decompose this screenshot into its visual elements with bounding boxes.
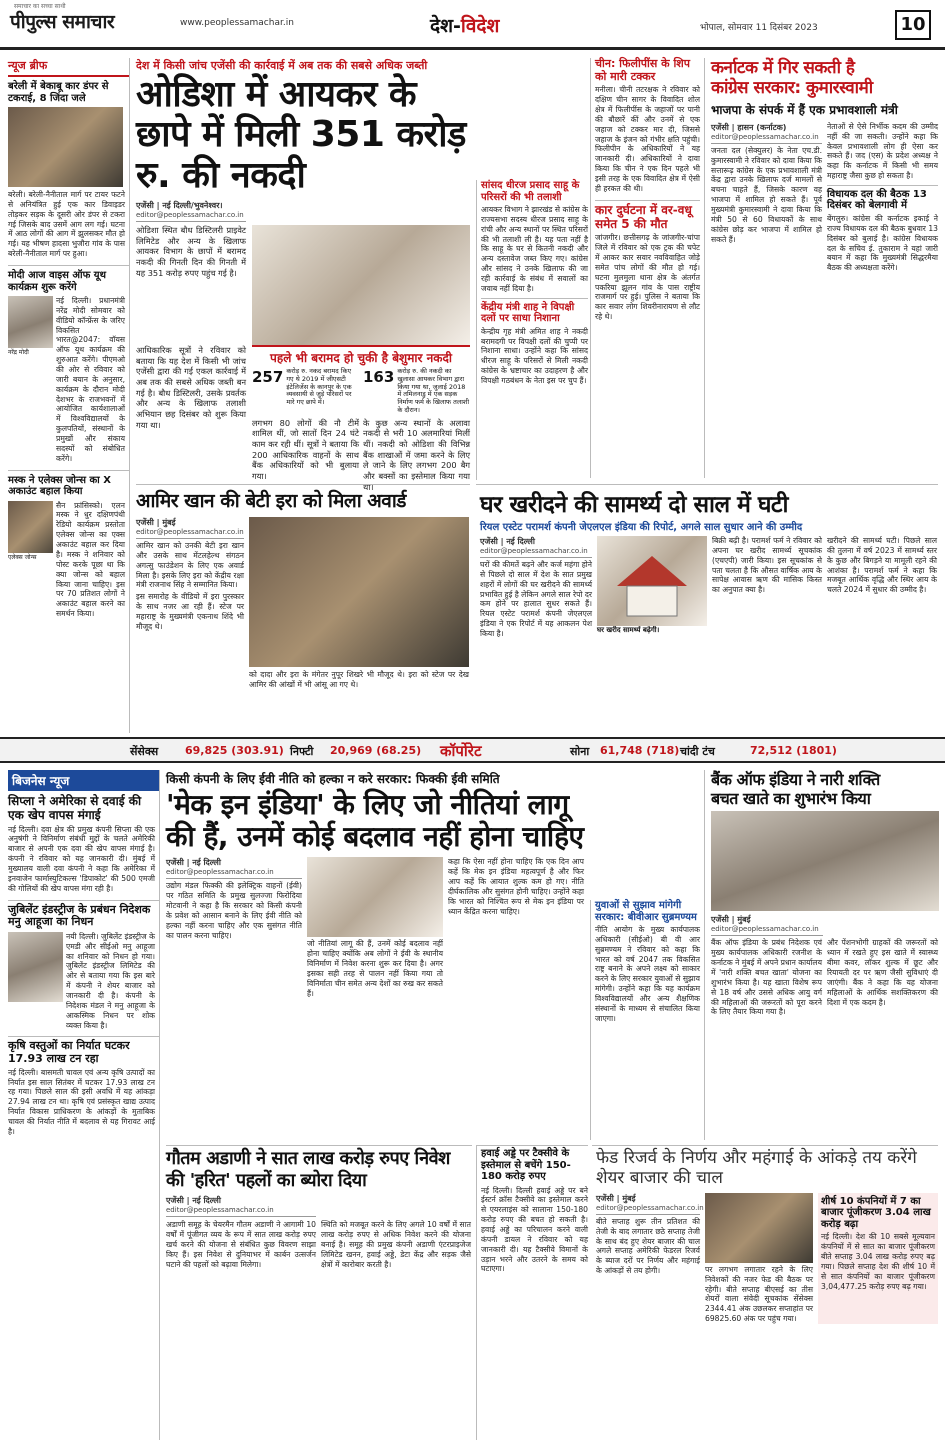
brief1-photo <box>8 107 123 187</box>
business1-title: सिप्ला ने अमेरिका से दवाई की एक खेप वापस मंगाई <box>8 794 142 822</box>
karnataka-body2: नेताओं से ऐसे निर्भीक कदम की उम्मीद नहीं की जा सकती। उन्होंने कहा कि केवल प्रभावशाली लोग ही ऐसा कर सकते हैं। जद (एस) के प्रदेश अध्यक्ष ने कहा कि कर्नाटक में किसी भी समय महाराष्ट्र जैसा कुछ हो सकता है। <box>827 121 938 181</box>
silver-value: 72,512 (1801) <box>750 744 837 757</box>
odisha-email[interactable]: editor@peoplessamachar.co.in <box>136 211 246 222</box>
accident-title: कार दुर्घटना में वर-वधू समेत 5 की मौत <box>595 200 700 232</box>
fed-body1: बीते सप्ताह शुरू तीन प्रतिशत की तेजी के बाद लगातार छठे सप्ताह तेजी के साथ बंद हुए शेयर बाजार की चाल अगले सप्ताह अमेरिकी फेडरल रिजर्व के ब्याज दरों पर निर्णय और महंगाई के आंकड़ों से तय होगी। <box>596 1216 700 1276</box>
business3-body: नई दिल्ली। बासमती चावल एवं अन्य कृषि उत्पादों का निर्यात इस साल सितंबर में घटकर 17.93 लाख टन रह गया। पिछले साल की इसी अवधि में यह आंकड़ा 27.94 लाख टन था। कृषि एवं प्रसंस्कृत खाद्य उत्पाद निर्यात विकास प्राधिकरण के आंकड़ों के मुताबिक चावल की निर्यात नीति में बदलाव से यह गिरावट आई है। <box>8 1067 155 1136</box>
ficci-email[interactable]: editor@peoplessamachar.co.in <box>166 868 302 879</box>
boi-body1: बैंक ऑफ इंडिया के प्रबंध निदेशक एवं मुख्य कार्यपालक अधिकारी रजनीश के कर्नाटक ने मुंबई में अपने प्रधान कार्यालय में 'नारी शक्ति बचत खाता' योजना का शुभारंभ किया है। यह खाता विशेष रूप से 18 वर्ष और उससे अधिक आयु वर्ग की महिलाओं की जरूरतों को पूरा करने के लिए तैयार किया गया है। <box>711 938 822 1017</box>
accident-body: जांजगीर। छत्तीसगढ़ के जांजगीर-चांपा जिले में रविवार को एक ट्रक की चपेट में आकर कार सवार नवविवाहित जोड़े समेत पांच लोगों की मौत हो गई। घटना मुलमुला थाना क्षेत्र के अंतर्गत पकरिया झूलन गांव के पास राष्ट्रीय राजमार्ग पर हुई। पुलिस ने बताया कि कार सवार लोग शिवरीनारायण से लौट रहे थे। <box>595 233 700 322</box>
sensex-value: 69,825 (303.91) <box>185 744 284 757</box>
housing-email[interactable]: editor@peoplessamachar.co.in <box>480 547 592 558</box>
adani-email[interactable]: editor@peoplessamachar.co.in <box>166 1206 316 1217</box>
karnataka-sub-body: बेंगलुरु। कांग्रेस की कर्नाटक इकाई ने राज्य विधायक दल की बैठक बुधवार 13 दिसंबर को बुलाई है। कांग्रेस विधायक दल के सचिव ई. तुकाराम ने यहां जारी बयान में कहा कि मुख्यमंत्री सिद्धरमैया बैठक की अध्यक्षता करेंगे। <box>827 213 938 273</box>
adani-body2: स्थिति को मजबूत करने के लिए अगले 10 वर्षों में सात लाख करोड़ रुपए से अधिक निवेश करने की योजना बनाई है। समूह की प्रमुख कंपनी अडाणी एंटरप्राइजेज लिमिटेड खनन, हवाई अड्डे, डेटा केंद्र और सड़क जैसे क्षेत्रों में कारोबार करती है। <box>321 1220 471 1269</box>
fed-story <box>592 1145 938 1440</box>
aamir-email[interactable]: editor@peoplessamachar.co.in <box>136 528 244 539</box>
brief1-title: बरेली में बेकाबू कार डंपर से टकराई, 8 जिंदा जले <box>8 81 109 104</box>
market-photo <box>705 1193 813 1263</box>
shah-title: केंद्रीय मंत्री शाह ने विपक्षी दलों पर साधा निशाना <box>481 298 588 325</box>
aamir-headline: आमिर खान की बेटी इरा को मिला अवार्ड <box>136 490 406 512</box>
odisha-body3: लगभग 80 लोगों की नौ टीमें शामिल थीं, जो सातों दिन 24 घंटे काम कर रही थीं। सूत्रों ने बताया कि 200 आधिकारिक वाहनों के साथ बैंक अधिकारियों को भी बुलाया गया। <box>252 417 359 481</box>
fed-side-body: नई दिल्ली। देश की 10 सबसे मूल्यवान कंपनियों में से सात का बाजार पूंजीकरण बीते सप्ताह 3.04 लाख करोड़ रुपए बढ़ गया। पिछले सप्ताह देश की शीर्ष 10 में से सात कंपनियों का बाजार पूंजीकरण 3,04,477.25 करोड़ रुपए बढ़ गया। <box>821 1232 935 1291</box>
china-title: चीन: फिलीपींस के शिप को मारी टक्कर <box>595 57 691 83</box>
silver-label: चांदी टंच <box>680 745 715 758</box>
boi-body2: और पेंशनभोगी ग्राहकों की जरूरतों को ध्यान में रखते हुए इस खाते में स्वास्थ्य बीमा कवर, लॉकर शुल्क में छूट और रियायती दर पर ऋण जैसी सुविधाएं दी जाएंगी। बैंक ने कहा कि यह योजना महिलाओं के आर्थिक सशक्तिकरण की दिशा में एक कदम है। <box>827 938 938 1007</box>
karnataka-headline-2: कांग्रेस सरकार: कुमारस्वामी <box>711 78 873 99</box>
masthead-logo <box>10 8 114 34</box>
karnataka-sub-title: विधायक दल की बैठक 13 दिसंबर को बेलगावी में <box>827 185 938 212</box>
odisha-body1: ओडिशा स्थित बौध डिस्टिलरी प्राइवेट लिमिटेड और अन्य के खिलाफ आयकर विभाग के छापों में बरामद नकदी की गिनती दिन की गिनती में यह 351 करोड़ रुपए पहुंच गई है। <box>136 224 246 278</box>
section-title <box>430 12 499 38</box>
odisha-body4: के कुछ अन्य स्थानों के अलावा नकदी से भरी 10 अलमारियां मिलीं थीं। नकदी को ओडिशा की विभिन्न बैंक शाखाओं में जमा करने के लिए ले जाने के लिए लगभग 200 बैग और बक्सों का इस्तेमाल किया गया था। <box>363 417 470 492</box>
ev-car-photo <box>307 857 443 937</box>
gold-value: 61,748 (718) <box>600 744 680 757</box>
adani-byline: एजेंसी | नई दिल्ली <box>166 1196 221 1206</box>
sahu-body: आयकर विभाग ने झारखंड से कांग्रेस के राज्यसभा सदस्य धीरज प्रसाद साहू के रांची और अन्य स्थानों पर स्थित परिसरों की भी तलाशी ली है। यह पता नहीं है कि साहू के घर से कितनी नकदी और अन्य दस्तावेज जब्त किए गए। कांग्रेस और सांसद ने उनके खिलाफ की जा रही कार्रवाई के संबंध में सवालों का जवाब नहीं दिया है। <box>481 205 588 293</box>
fed-email[interactable]: editor@peoplessamachar.co.in <box>596 1204 700 1215</box>
taxiway-story <box>476 1145 588 1440</box>
boi-byline: एजेंसी | मुंबई <box>711 915 751 925</box>
karnataka-story <box>704 58 938 478</box>
fact1-number: 257 <box>252 367 284 386</box>
fed-body2: पर लगभग लगातार रहने के लिए निवेशकों की नजर फेड की बैठक पर रहेगी। बीते सप्ताह बीएसई का तीस शेयरों वाला संवेदी सूचकांक सेंसेक्स 2344.41 अंक उछलकर सप्ताहांत पर 69825.60 अंक पर पहुंच गया। <box>705 1264 813 1324</box>
boi-headline-1: बैंक ऑफ इंडिया ने नारी शक्ति <box>711 770 880 789</box>
fact1-text: करोड़ रु. नकद बरामद किए गए थे 2019 में जीएसटी इंटेलिजेंस के कानपुर के एक व्यवसायी से जुड़े परिसरों पर मारे गए छापे में। <box>286 366 352 407</box>
modi-photo <box>8 296 53 356</box>
boi-email[interactable]: editor@peoplessamachar.co.in <box>711 925 823 936</box>
karnataka-byline: एजेंसी | हासन (कर्नाटक) <box>711 122 787 132</box>
bvr-title: युवाओं से सुझाव मांगेगी सरकार: बीवीआर सुब्रमण्यम <box>595 900 697 923</box>
ficci-byline: एजेंसी | नई दिल्ली <box>166 858 221 868</box>
housing-story <box>476 484 938 732</box>
fed-side-title: शीर्ष 10 कंपनियों में 7 का बाजार पूंजीकरण 3.04 लाख करोड़ बढ़ा <box>821 1195 931 1230</box>
fed-headline: फेड रिजर्व के निर्णय और महंगाई के आंकड़े तय करेंगे शेयर बाजार की चाल <box>596 1148 917 1189</box>
adani-headline: गौतम अडाणी ने सात लाख करोड़ रुपए निवेश की 'हरित' पहलों का ब्योरा दिया <box>166 1148 450 1191</box>
taxiway-title: हवाई अड्डे पर टैक्सीवे के इस्तेमाल से बचेंगे 150-180 करोड़ रुपए <box>481 1148 571 1182</box>
odisha-kicker: देश में किसी जांच एजेंसी की कार्रवाई में अब तक की सबसे अधिक जब्ती <box>136 59 428 72</box>
karnataka-headline-1: कर्नाटक में गिर सकती है <box>711 58 855 78</box>
bvr-story <box>590 900 700 1140</box>
adani-story <box>166 1145 472 1440</box>
cash-photo <box>252 225 470 345</box>
brand-name: पीपुल्स समाचार <box>10 11 115 33</box>
alex-jones-photo <box>8 501 53 561</box>
gold-label: सोना <box>570 745 590 758</box>
ficci-story <box>166 770 586 1140</box>
boi-headline-2: बचत खाते का शुभारंभ किया <box>711 789 871 809</box>
page-header <box>0 0 945 50</box>
housing-body2: बिक्री बढ़ी है। परामर्श फर्म ने रविवार को अपना घर खरीद सामर्थ्य सूचकांक (एचएपी) जारी किया। इस सूचकांक से पता चलता है कि औसत वार्षिक आय के सापेक्ष आवास ऋण की मासिक किस्त का अनुपात क्या है। <box>712 536 822 595</box>
ticker-center-label: कॉर्पोरेट <box>440 742 482 760</box>
aamir-byline: एजेंसी | मुंबई <box>136 518 176 527</box>
nifty-value: 20,969 (68.25) <box>330 744 422 757</box>
business-news-tag: बिजनेस न्यूज <box>8 770 159 791</box>
aamir-body1: आमिर खान को उनकी बेटी इरा खान और उसके साथ मेंटलहेल्थ संगठन अगत्सु फाउंडेशन के लिए एक अवार्ड मिला है। इसके लिए इरा को केंद्रीय रक्षा मंत्री राजनाथ सिंह ने सम्मानित किया। <box>136 541 244 590</box>
dateline: भोपाल, सोमवार 11 दिसंबर 2023 <box>700 23 818 33</box>
house-photo-caption: घर खरीद सामर्थ्य बढ़ेगी। <box>597 626 660 634</box>
brief2-body: नई दिल्ली। प्रधानमंत्री नरेंद्र मोदी सोमवार को वीडियो कॉन्फ्रेंस के जरिए विकसित भारत@2047: वॉयस ऑफ यूथ कार्यक्रम की शुरुआत करेंगे। पीएमओ की ओर से रविवार को जारी बयान के अनुसार, कार्यक्रम के दौरान मोदी देशभर के राजभवनों में आयोजित कार्यशालाओं में विश्वविद्यालयों के कुलपतियों, संस्थानों के प्रमुखों और संकाय सदस्यों को संबोधित करेंगे। <box>56 296 125 463</box>
housing-byline: एजेंसी | नई दिल्ली <box>480 537 535 546</box>
brief1-body: बरेली। बरेली-नैनीताल मार्ग पर टायर फटने से अनियंत्रित हुई एक कार डिवाइडर तोड़कर सड़क के दूसरी ओर डंपर से टकरा गई जिसके बाद उसमें आग लग गई। घटना में आठ लोगों की आग में झुलसकर मौत हो गई। यह भीषण हादसा भुजौरा गांव के पास बरेली-नैनीताल मार्ग पर हुआ। <box>8 190 125 259</box>
brief3-title: मस्क ने एलेक्स जोन्स का X अकाउंट बहाल किया <box>8 470 129 498</box>
taxiway-body: नई दिल्ली। दिल्ली हवाई अड्डे पर बने ईस्टर्न क्रॉस टैक्सीवे का इस्तेमाल करने से एयरलाइंस को सालाना 150-180 करोड़ रुपए की बचत हो सकती है। हवाई अड्डे का परिचालन करने वाली कंपनी डायल ने रविवार को यह जानकारी दी। यह टैक्सीवे विमानों के उड़ान भरने और उतरने के समय को घटाएगा। <box>481 1185 588 1274</box>
house-photo <box>597 536 707 626</box>
odisha-subhead: पहले भी बरामद हो चुकी है बेशुमार नकदी <box>252 345 470 366</box>
fact2-number: 163 <box>363 367 395 386</box>
section-title-a: देश- <box>430 15 461 37</box>
china-body: मनीला। चीनी तटरक्षक ने रविवार को दक्षिण चीन सागर के विवादित शोल क्षेत्र में फिलीपींस के जहाजों पर पानी की बौछारें कीं और उनमें से एक जहाज को टक्कर मार दी, जिससे जहाज के इंजन को गंभीर क्षति पहुंची। फिलीपीन के अधिकारियों ने यह जानकारी दी। अधिकारियों ने दावा किया कि चीन ने एक दिन पहले भी इसी तरह के एक विवादित क्षेत्र में ऐसी ही हरकत की थी। <box>595 85 700 193</box>
ficci-body3: कहा कि ऐसा नहीं होना चाहिए कि एक दिन आप कहें कि मेक इन इंडिया महत्वपूर्ण है और फिर आप कहें कि आयात शुल्क कम हो गए। नीति दीर्घकालिक और सुसंगत होनी चाहिए। उन्होंने कहा कि भारत को निश्चित रूप से मेक इन इंडिया पर ध्यान केंद्रित करना चाहिए। <box>448 857 584 916</box>
housing-deck: रियल एस्टेट परामर्श कंपनी जेएलएल इंडिया की रिपोर्ट, अगले साल सुधार आने की उम्मीद <box>480 522 803 533</box>
section-title-b: विदेश <box>460 15 500 37</box>
fact2-text: करोड़ रु. की नकदी का खुलासा आयकर विभाग द्वारा किया गया था, जुलाई 2018 में तमिलनाडु में एक सड़क निर्माण फर्म के खिलाफ तलाशी के दौरान। <box>397 366 470 414</box>
odisha-story <box>136 58 470 492</box>
page-number: 10 <box>895 10 931 40</box>
business-news-column <box>8 770 160 1440</box>
aamir-body3: को दादा और इरा के मंगेतर नुपूर शिखरे भी मौजूद थे। इरा को स्टेज पर देख आमिर की आंखों में भी आंसू आ गए थे। <box>249 670 469 689</box>
modi-photo-caption: नरेंद्र मोदी <box>8 348 53 356</box>
housing-body1: घरों की कीमतें बढ़ने और कर्ज महंगा होने से पिछले दो साल में देश के सात प्रमुख शहरों में लोगों की घर खरीदने की सामर्थ्य प्रभावित हुई है लेकिन अगले साल रेपो दर कम होने पर हालात सुधर सकते हैं। रियल एस्टेट परामर्श कंपनी जेएलएल इंडिया ने एक रिपोर्ट में यह आकलन पेश किया है। <box>480 560 592 639</box>
boi-launch-photo <box>711 811 939 911</box>
shah-body: केन्द्रीय गृह मंत्री अमित शाह ने नकदी बरामदगी पर विपक्षी दलों की चुप्पी पर निशाना साधा। उन्होंने कहा कि सांसद धीरज साहू के परिसरों से मिली नकदी कांग्रेस के भ्रष्टाचार का उदाहरण है और विपक्षी गठबंधन के नेता इस पर चुप हैं। <box>481 326 588 386</box>
website-url[interactable]: www.peoplessamachar.in <box>180 18 294 28</box>
business2-title: जुबिलेंट इंडस्ट्रीज के प्रबंधन निदेशक मनु आहूजा का निधन <box>8 900 159 929</box>
sahu-title: सांसद धीरज प्रसाद साहू के परिसरों की भी तलाशी <box>481 180 580 203</box>
fed-byline: एजेंसी | मुंबई <box>596 1193 636 1203</box>
karnataka-email[interactable]: editor@peoplessamachar.co.in <box>711 133 822 144</box>
nifty-label: निफ्टी <box>290 745 314 758</box>
karnataka-deck: भाजपा के संपर्क में हैं एक प्रभावशाली मंत्री <box>711 102 898 117</box>
aamir-story <box>136 484 470 732</box>
ficci-body1: उद्योग मंडल फिक्की की इलेक्ट्रिक वाहनों (ईवी) पर गठित समिति के प्रमुख सुलज्जा फिरोदिया मोटवानी ने कहा है कि सरकार को किसी कंपनी के प्रवेश को आसान बनाने के लिए ईवी नीति को हल्का नहीं करना चाहिए और एक सुसंगत नीति का पालन करना चाहिए। <box>166 881 302 940</box>
house-icon <box>597 536 707 626</box>
market-ticker <box>0 737 945 763</box>
brand-tagline: समाचार का सच्चा साथी <box>14 3 66 10</box>
boi-story <box>704 770 938 1140</box>
karnataka-body1: जनता दल (सेक्युलर) के नेता एच.डी. कुमारस्वामी ने रविवार को दावा किया कि सत्तारूढ़ कांग्रेस के एक प्रभावशाली मंत्री केंद्र द्वारा उनके खिलाफ दर्ज मामलों से बचना चाहते हैं, जिसके कारण वह भाजपा में शामिल हो सकते हैं। पूर्व मुख्यमंत्री कुमारस्वामी ने दावा किया कि मंत्री 50 से 60 विधायकों के साथ कांग्रेस छोड़ कर भाजपा में शामिल हो सकते हैं। <box>711 145 822 244</box>
odisha-byline: एजेंसी | नई दिल्ली/भुवनेश्वर। <box>136 200 223 210</box>
award-photo <box>249 517 469 667</box>
brief2-title: मोदी आज वाइस ऑफ यूथ कार्यक्रम शुरू करेंगे <box>8 265 129 293</box>
odisha-body2: आधिकारिक सूत्रों ने रविवार को बताया कि यह देश में किसी भी जांच एजेंसी द्वारा की गई एकल कार्रवाई में अब तक की सबसे अधिक जब्ती बन गई है। बौध डिस्टिलरी, उसके प्रवर्तक और अन्य के खिलाफ तलाशी अभियान छह दिसंबर को शुरू किया गया था। <box>136 344 246 430</box>
adani-body1: अडाणी समूह के चेयरमैन गौतम अडाणी ने आगामी 10 वर्षों में पूंजीगत व्यय के रूप में सात लाख करोड़ रुपए खर्च करने की योजना से संबंधित कुछ विवरण साझा किए हैं। इस निवेश से दुनियाभर में कार्बन उत्सर्जन घटाने की पहलों को बढ़ावा मिलेगा। <box>166 1220 316 1269</box>
aamir-body2: इस समारोह के वीडियो में इरा पुरस्कार के साथ नजर आ रही हैं। स्टेज पर महाराष्ट्र के मुख्यमंत्री एकनाथ शिंदे भी मौजूद थे। <box>136 592 244 631</box>
manu-ahuja-photo <box>8 932 63 1002</box>
brief3-body: सैन फ्रांसिस्को। एलन मस्क ने धुर दक्षिणपंथी रेडियो कार्यक्रम प्रस्तोता एलेक्स जोन्स का एक्स अकाउंट बहाल कर दिया है। मस्क ने शनिवार को पोस्ट करके पूछा था कि क्या जोन्स को बहाल किया जाना चाहिए। इस पर 70 प्रतिशत लोगों ने अकाउंट बहाल करने का समर्थन किया। <box>56 500 125 619</box>
news-brief-tag: न्यूज ब्रीफ <box>8 58 129 77</box>
ficci-kicker: किसी कंपनी के लिए ईवी नीति को हल्का न करे सरकार: फिक्की ईवी समिति <box>166 772 500 786</box>
sensex-label: सेंसेक्स <box>130 745 159 758</box>
business3-title: कृषि वस्तुओं का निर्यात घटकर 17.93 लाख टन रहा <box>8 1036 159 1065</box>
bvr-body: नीति आयोग के मुख्य कार्यपालक अधिकारी (सीईओ) बी वी आर सुब्रमण्यम ने रविवार को कहा कि भारत को वर्ष 2047 तक विकसित राष्ट्र बनाने के अपने लक्ष्य को साकार करने के लिए सरकार युवाओं से सुझाव मांगेगी। उन्होंने कहा कि यह कार्यक्रम विश्वविद्यालयों और अन्य शैक्षणिक संस्थानों के माध्यम से संचालित किया जाएगा। <box>595 925 700 1023</box>
business2-body: नयी दिल्ली। जुबिलेंट इंडस्ट्रीज के एमडी और सीईओ मनु आहूजा का शनिवार को निधन हो गया। जुबिलेंट इंडस्ट्रीज लिमिटेड की ओर से बताया गया कि इस बारे में कंपनी ने शेयर बाजार को जानकारी दी है। कंपनी के निदेशक मंडल ने मनु आहूजा के आकस्मिक निधन पर शोक व्यक्त किया है। <box>66 931 155 1030</box>
news-brief-column <box>8 58 130 733</box>
sahu-story <box>476 180 588 480</box>
housing-body3: खरीदने की सामर्थ्य घटी। पिछले साल की तुलना में वर्ष 2023 में सामर्थ्य स्तर के कुछ और बिगड़ने या मामूली रहने की आशंका है। परामर्श फर्म ने कहा कि मजबूत आर्थिक वृद्धि और स्थिर आय के चलते 2024 में सुधार की उम्मीद है। <box>827 536 937 595</box>
ficci-body2: जो नीतियां लागू की हैं, उनमें कोई बदलाव नहीं होना चाहिए क्योंकि अब लोगों ने ईवी के स्थानीय विनिर्माण में निवेश करना शुरू कर दिया है। अगर इसका सही तरह से पालन नहीं किया गया तो विनिर्माता चीन समेत अन्य देशों का रुख कर सकते हैं। <box>307 939 443 998</box>
alex-jones-caption: एलेक्स जोन्स <box>8 553 53 561</box>
business1-body: नई दिल्ली। दवा क्षेत्र की प्रमुख कंपनी सिप्ला की एक अनुषंगी ने विनिर्माण संबंधी मुद्दों के चलते अमेरिकी बाजार से अपनी एक दवा की खेप वापस मंगाई है। कंपनी ने रविवार को यह जानकारी दी। मुंबई में मुख्यालय वाली दवा कंपनी ने कहा कि अमेरिका में इनवाजेन फार्मास्युटिकल्स 'डिपाकोट' की 500 एमजी की गोलियों की खेप वापस मंगा रही है। <box>8 824 155 893</box>
odisha-headline: ओडिशा में आयकर के छापे में मिली 351 करोड़ रु. की नकदी <box>136 74 466 196</box>
china-column <box>590 58 700 478</box>
housing-headline: घर खरीदने की सामर्थ्य दो साल में घटी <box>480 492 788 518</box>
ficci-headline: 'मेक इन इंडिया' के लिए जो नीतियां लागू की हैं, उनमें कोई बदलाव नहीं होना चाहिए <box>166 788 584 854</box>
